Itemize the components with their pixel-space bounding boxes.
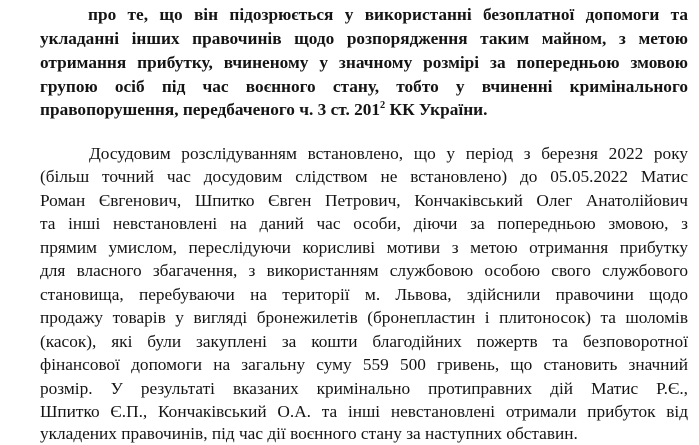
body-line-8: продажу товарів у вигляді бронежилетів (бронепластин і плитоносок) та шоломів — [40, 308, 688, 327]
heading-line-1: про те, що він підозрюється у використанні безоплатної допомоги та — [88, 5, 688, 24]
heading-line-5-suffix: КК України. — [385, 100, 488, 119]
body-line-11: розмір. У результаті вказаних кримінально протиправних дій Матис Р.Є., — [40, 379, 688, 398]
body-line-2: (більш точний час досудовим слідством не встановлено) до 05.05.2022 Матис — [40, 167, 688, 186]
article-superscript: 2 — [380, 100, 386, 112]
body-line-9: (касок), які були закуплені за кошти благодійних пожертв та безповоротної — [40, 332, 688, 351]
heading-line-4: групою осіб під час воєнного стану, тобто у вчиненні кримінального — [40, 77, 688, 96]
heading-line-5-text: правопорушення, передбаченого ч. 3 ст. 201 — [40, 100, 381, 119]
body-line-3: Роман Євгенович, Шпитко Євген Петрович, Кончаківський Олег Анатолійович — [40, 191, 688, 210]
body-line-12: Шпитко Є.П., Кончаківський О.А. та інші невстановлені отримали прибуток від — [40, 402, 688, 421]
heading-line-3: отримання прибутку, вчиненому у значному розмірі за попередньою змовою — [40, 53, 688, 72]
heading-line-2: укладанні інших правочинів щодо розпорядження таким майном, з метою — [40, 29, 688, 48]
body-line-5: прямим умислом, переслідуючи корисливі мотиви з метою отримання прибутку — [40, 238, 688, 257]
body-line-10: фінансової допомоги на загальну суму 559 500 гривень, що становить значний — [40, 355, 688, 374]
body-line-4: та інші невстановлені на даний час особи, діючи за попередньою змовою, з — [40, 214, 688, 233]
body-line-6: для власного збагачення, з використанням службовою особою свого службового — [40, 261, 688, 280]
heading-line-5 — [40, 99, 688, 121]
body-line-13: укладених правочинів, під час дії воєнного стану за наступних обставин. — [40, 424, 578, 443]
body-line-1: Досудовим розслідуванням встановлено, що у період з березня 2022 року — [89, 144, 688, 163]
body-line-7: становища, перебуваючи на території м. Львова, здійснили правочини щодо — [40, 285, 688, 304]
